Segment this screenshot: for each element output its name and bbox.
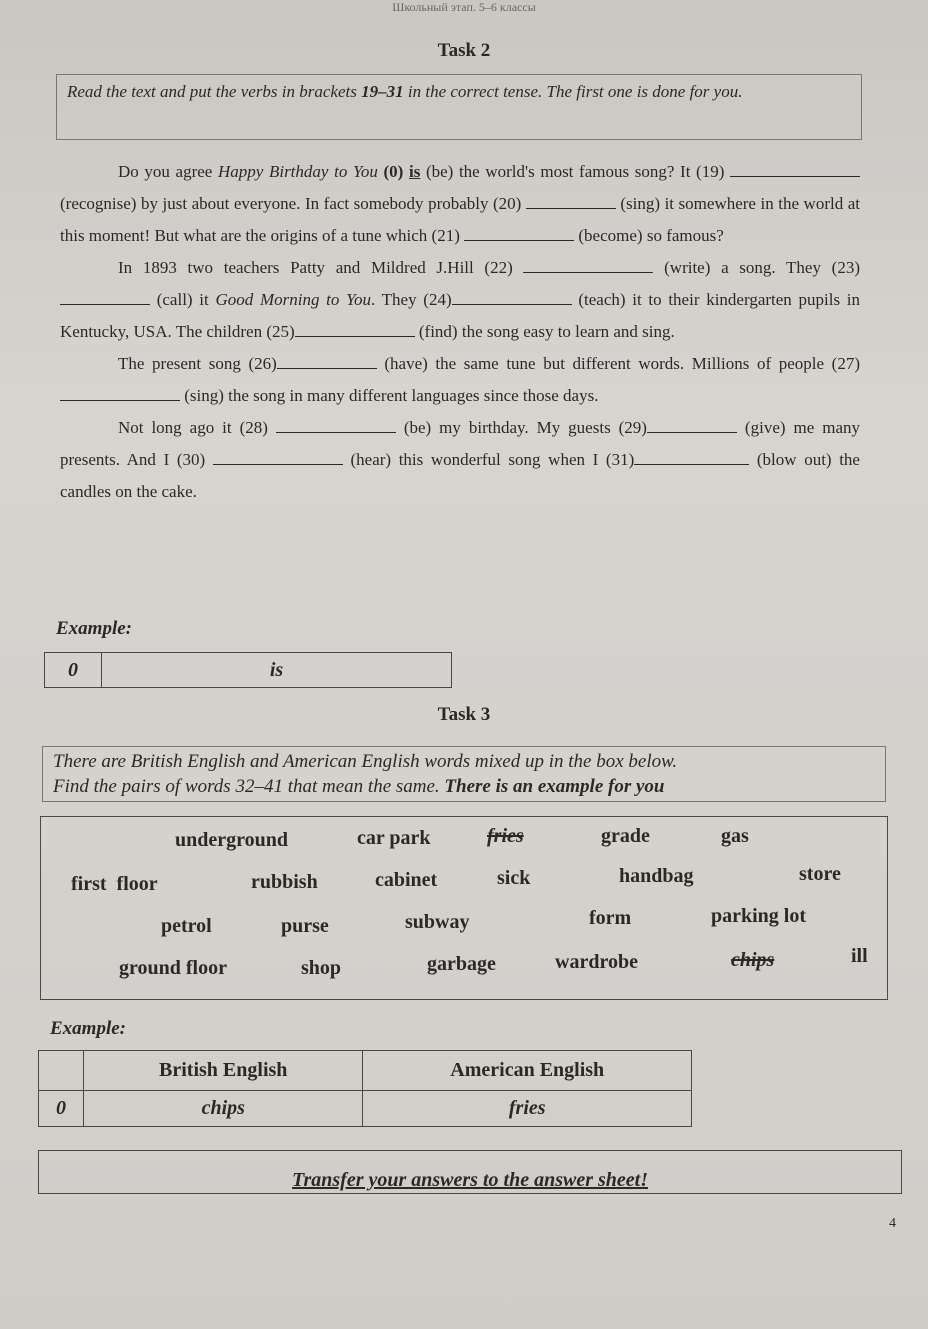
- task3-instruction-line1: There are British English and American English words mixed up in the box below.: [53, 751, 678, 772]
- blank-23[interactable]: [60, 290, 150, 305]
- example-answer-inline: is: [408, 162, 421, 181]
- word-chips-example: chips: [731, 949, 775, 971]
- word-shop: shop: [301, 957, 342, 979]
- word-store: store: [799, 863, 841, 885]
- word-petrol: petrol: [161, 915, 212, 937]
- example-number-cell: 0: [45, 653, 102, 688]
- table-corner-cell: [39, 1051, 84, 1091]
- header-british-english: British English: [84, 1051, 363, 1091]
- word-fries-example: fries: [487, 825, 524, 847]
- word-purse: purse: [281, 915, 329, 937]
- word-grade: grade: [601, 825, 650, 847]
- task2-paragraph-3: The present song (26) (have) the same tune but different words. Millions of people (27) (sing) the song in many different languages since those days.: [60, 348, 860, 412]
- example-british-cell: chips: [84, 1091, 363, 1127]
- task3-example-table: [38, 1050, 692, 1127]
- task3-instruction-box: [42, 746, 886, 802]
- example-number-cell: 0: [39, 1091, 84, 1127]
- word-first-floor: first floor: [71, 873, 158, 895]
- blank-19[interactable]: [730, 162, 860, 177]
- transfer-note-box: [38, 1150, 902, 1194]
- blank-21[interactable]: [464, 226, 574, 241]
- word-wardrobe: wardrobe: [555, 951, 638, 973]
- word-garbage: garbage: [427, 953, 496, 975]
- word-subway: subway: [405, 911, 470, 933]
- word-handbag: handbag: [619, 865, 694, 887]
- task2-paragraph-1: Do you agree Happy Birthday to You (0) is (be) the world's most famous song? It (19) (recognise) by just about everyone. In fact somebody probably (20) (sing) it somewhere in the world at this moment! But what are the origins of a tune which (21) (become) so famous?: [60, 162, 860, 245]
- blank-30[interactable]: [213, 450, 343, 465]
- task2-instruction-numbers: 19–31: [361, 82, 404, 101]
- blank-22[interactable]: [523, 258, 653, 273]
- task2-title: Task 2: [437, 40, 491, 61]
- word-ill: ill: [851, 945, 868, 967]
- task2-example-label: Example:: [56, 618, 132, 639]
- task3-example-label: Example:: [50, 1018, 126, 1039]
- task2-instruction-text-end: in the correct tense. The first one is done for you.: [403, 82, 743, 101]
- example-american-cell: fries: [363, 1091, 692, 1127]
- word-rubbish: rubbish: [251, 871, 318, 893]
- task3-title: Task 3: [437, 704, 491, 725]
- word-gas: gas: [721, 825, 749, 847]
- word-box: [40, 816, 888, 1000]
- header-american-english: American English: [363, 1051, 692, 1091]
- blank-31[interactable]: [634, 450, 749, 465]
- task2-paragraph-2: In 1893 two teachers Patty and Mildred J.Hill (22) (write) a song. They (23) (call) it Good Morning to You. They (24) (teach) it to their kindergarten pupils in Kentucky, USA. The children (25) (find) the song easy to learn and sing.: [60, 258, 860, 341]
- blank-26[interactable]: [277, 354, 377, 369]
- word-ground-floor: ground floor: [119, 957, 227, 979]
- blank-28[interactable]: [276, 418, 396, 433]
- blank-29[interactable]: [647, 418, 737, 433]
- example-answer-cell: is: [102, 653, 452, 688]
- word-cabinet: cabinet: [375, 869, 438, 891]
- task2-instruction-text: Read the text and put the verbs in brackets: [67, 82, 362, 101]
- page-number: 4: [889, 1216, 896, 1231]
- task3-instruction-example-note: There is an example for you: [444, 776, 665, 797]
- word-car-park: car park: [357, 827, 431, 849]
- blank-20[interactable]: [526, 194, 616, 209]
- task2-paragraph-4: Not long ago it (28) (be) my birthday. My guests (29) (give) me many presents. And I (30) (hear) this wonderful song when I (31) (blow out) the candles on the cake.: [60, 418, 860, 501]
- word-parking-lot: parking lot: [711, 905, 807, 927]
- task2-example-table: [44, 652, 452, 688]
- word-form: form: [589, 907, 632, 929]
- blank-25[interactable]: [295, 322, 415, 337]
- task2-instruction-box: [56, 74, 862, 140]
- task2-text: [60, 156, 860, 508]
- word-underground: underground: [175, 829, 289, 851]
- page-header: Школьный этап. 5–6 классы: [392, 0, 536, 14]
- blank-27[interactable]: [60, 386, 180, 401]
- word-sick: sick: [497, 867, 531, 889]
- task3-instruction-line2: Find the pairs of words 32–41 that mean the same.: [53, 776, 445, 797]
- blank-24[interactable]: [452, 290, 572, 305]
- transfer-note: Transfer your answers to the answer sheet!: [292, 1169, 648, 1191]
